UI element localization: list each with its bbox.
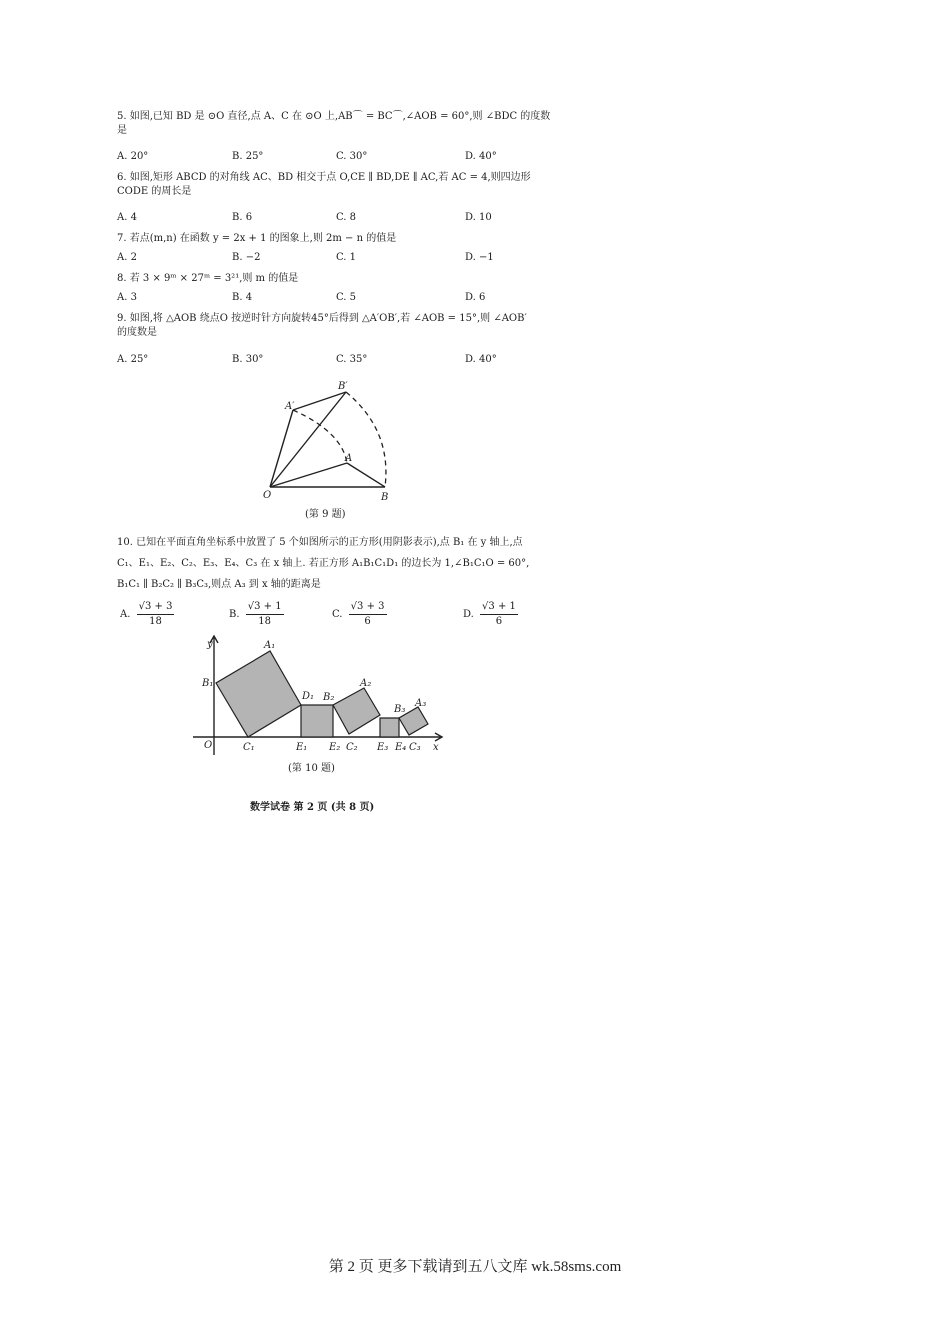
q6-option-d: D. 10 bbox=[465, 212, 492, 223]
q10-option-d: D. $\frac{√3 + 1}{6}$ bbox=[463, 601, 516, 627]
fig10-label-a3: A₃ bbox=[415, 698, 427, 709]
q5-option-c: C. 30° bbox=[336, 151, 368, 162]
fig10-square-4 bbox=[380, 718, 399, 737]
q10-option-a: A. $\frac{√3 + 3}{18}$ bbox=[120, 601, 173, 627]
q7-option-b: B. −2 bbox=[232, 252, 261, 263]
fig10-label-a2: A₂ bbox=[360, 678, 372, 689]
download-footer: 第 2 页 更多下载请到五八文库 wk.58sms.com bbox=[328, 1259, 622, 1275]
fig10-label-e4: E₄ bbox=[395, 742, 407, 753]
q10-option-c-numerator: √3 + 3 bbox=[349, 600, 387, 615]
q10-option-b-numerator: √3 + 1 bbox=[246, 600, 284, 615]
fig10-label-a1: A₁ bbox=[264, 640, 276, 651]
fig10-label-e3: E₃ bbox=[377, 742, 389, 753]
exam-page-footer: 数学试卷 第 2 页 (共 8 页) bbox=[250, 802, 375, 813]
fig10-label-b2: B₂ bbox=[323, 692, 335, 703]
fig9-label-a: A bbox=[345, 453, 353, 464]
fig9-label-o: O bbox=[263, 490, 272, 501]
fig10-label-y: y bbox=[207, 639, 213, 650]
fig10-label-c1: C₁ bbox=[243, 742, 255, 753]
q10-option-c-denominator: 6 bbox=[364, 616, 371, 627]
q8-option-c: C. 5 bbox=[336, 292, 357, 303]
q7-option-c: C. 1 bbox=[336, 252, 357, 263]
fig9-label-b-prime: B′ bbox=[338, 381, 348, 392]
question-6-text: 6. 如图,矩形 ABCD 的对角线 AC、BD 相交于点 O,CE ∥ BD,DE ∥ AC,若 AC = 4,则四边形 CODE 的周长是 bbox=[117, 172, 531, 197]
figure-10 bbox=[190, 628, 450, 763]
q6-option-a: A. 4 bbox=[117, 212, 137, 223]
q10-option-d-numerator: √3 + 1 bbox=[480, 600, 518, 615]
q8-option-a: A. 3 bbox=[117, 292, 137, 303]
fig10-label-e2: E₂ bbox=[329, 742, 341, 753]
q10-option-a-numerator: √3 + 3 bbox=[137, 600, 175, 615]
fig10-square-2 bbox=[301, 705, 333, 737]
figure-9 bbox=[250, 375, 420, 505]
fig10-square-1 bbox=[216, 651, 301, 737]
fig10-label-c3: C₃ bbox=[409, 742, 421, 753]
question-5-text: 5. 如图,已知 BD 是 ⊙O 直径,点 A、C 在 ⊙O 上,AB⌒ = BC⌒,∠AOB = 60°,则 ∠BDC 的度数 是 bbox=[117, 111, 551, 136]
q5-option-b: B. 25° bbox=[232, 151, 264, 162]
q10-option-a-denominator: 18 bbox=[149, 616, 162, 627]
fig9-caption: (第 9 题) bbox=[305, 509, 346, 520]
q7-option-d: D. −1 bbox=[465, 252, 494, 263]
fig10-label-b3: B₃ bbox=[394, 704, 406, 715]
q8-option-d: D. 6 bbox=[465, 292, 486, 303]
question-7-text: 7. 若点(m,n) 在函数 y = 2x + 1 的图象上,则 2m − n 的值是 bbox=[117, 233, 397, 244]
question-8-text: 8. 若 3 × 9ᵐ × 27ᵐ = 3²¹,则 m 的值是 bbox=[117, 273, 299, 284]
q10-option-c: C. $\frac{√3 + 3}{6}$ bbox=[332, 601, 385, 627]
q9-option-d: D. 40° bbox=[465, 354, 497, 365]
fig9-segment-oa1 bbox=[270, 410, 293, 487]
fig10-label-d1: D₁ bbox=[302, 691, 315, 702]
fig9-arc-outer bbox=[346, 392, 386, 487]
q10-option-b: B. $\frac{√3 + 1}{18}$ bbox=[229, 601, 282, 627]
fig9-arc-inner bbox=[293, 410, 347, 463]
fig10-label-o: O bbox=[204, 740, 213, 751]
q10-option-b-denominator: 18 bbox=[258, 616, 271, 627]
fig9-segment-ob1 bbox=[270, 392, 346, 487]
q9-option-c: C. 35° bbox=[336, 354, 368, 365]
fig9-segment-oa bbox=[270, 463, 347, 487]
question-10-text: 10. 已知在平面直角坐标系中放置了 5 个如图所示的正方形(用阴影表示),点 B₁ 在 y 轴上,点 C₁、E₁、E₂、C₂、E₃、E₄、C₃ 在 x 轴上. 若正方形 A₁B₁C₁D₁ 的边长为 1,∠B₁C₁O = 60°, B₁C₁ ∥ B₂C₂ ∥ B₃C₃,则点 A₃ 到 x 轴的距离是 bbox=[117, 537, 530, 590]
fig9-label-a-prime: A′ bbox=[285, 401, 295, 412]
q6-option-b: B. 6 bbox=[232, 212, 253, 223]
fig10-label-x: x bbox=[433, 742, 439, 753]
q10-option-d-denominator: 6 bbox=[495, 616, 503, 627]
fig10-label-b1: B₁ bbox=[202, 678, 214, 689]
question-9-text: 9. 如图,将 △AOB 绕点O 按逆时针方向旋转45°后得到 △A′OB′,若 ∠AOB = 15°,则 ∠AOB′ 的度数是 bbox=[117, 313, 527, 338]
q5-option-a: A. 20° bbox=[117, 151, 149, 162]
q8-option-b: B. 4 bbox=[232, 292, 253, 303]
q5-option-d: D. 40° bbox=[465, 151, 497, 162]
q9-option-b: B. 30° bbox=[232, 354, 264, 365]
fig10-label-c2: C₂ bbox=[346, 742, 358, 753]
q9-option-a: A. 25° bbox=[117, 354, 149, 365]
fig9-segment-ab bbox=[347, 463, 385, 487]
fig9-label-b: B bbox=[381, 492, 389, 503]
fig10-square-3 bbox=[333, 688, 380, 734]
fig10-caption: (第 10 题) bbox=[288, 763, 335, 774]
fig10-label-e1: E₁ bbox=[296, 742, 308, 753]
q6-option-c: C. 8 bbox=[336, 212, 357, 223]
q7-option-a: A. 2 bbox=[117, 252, 137, 263]
